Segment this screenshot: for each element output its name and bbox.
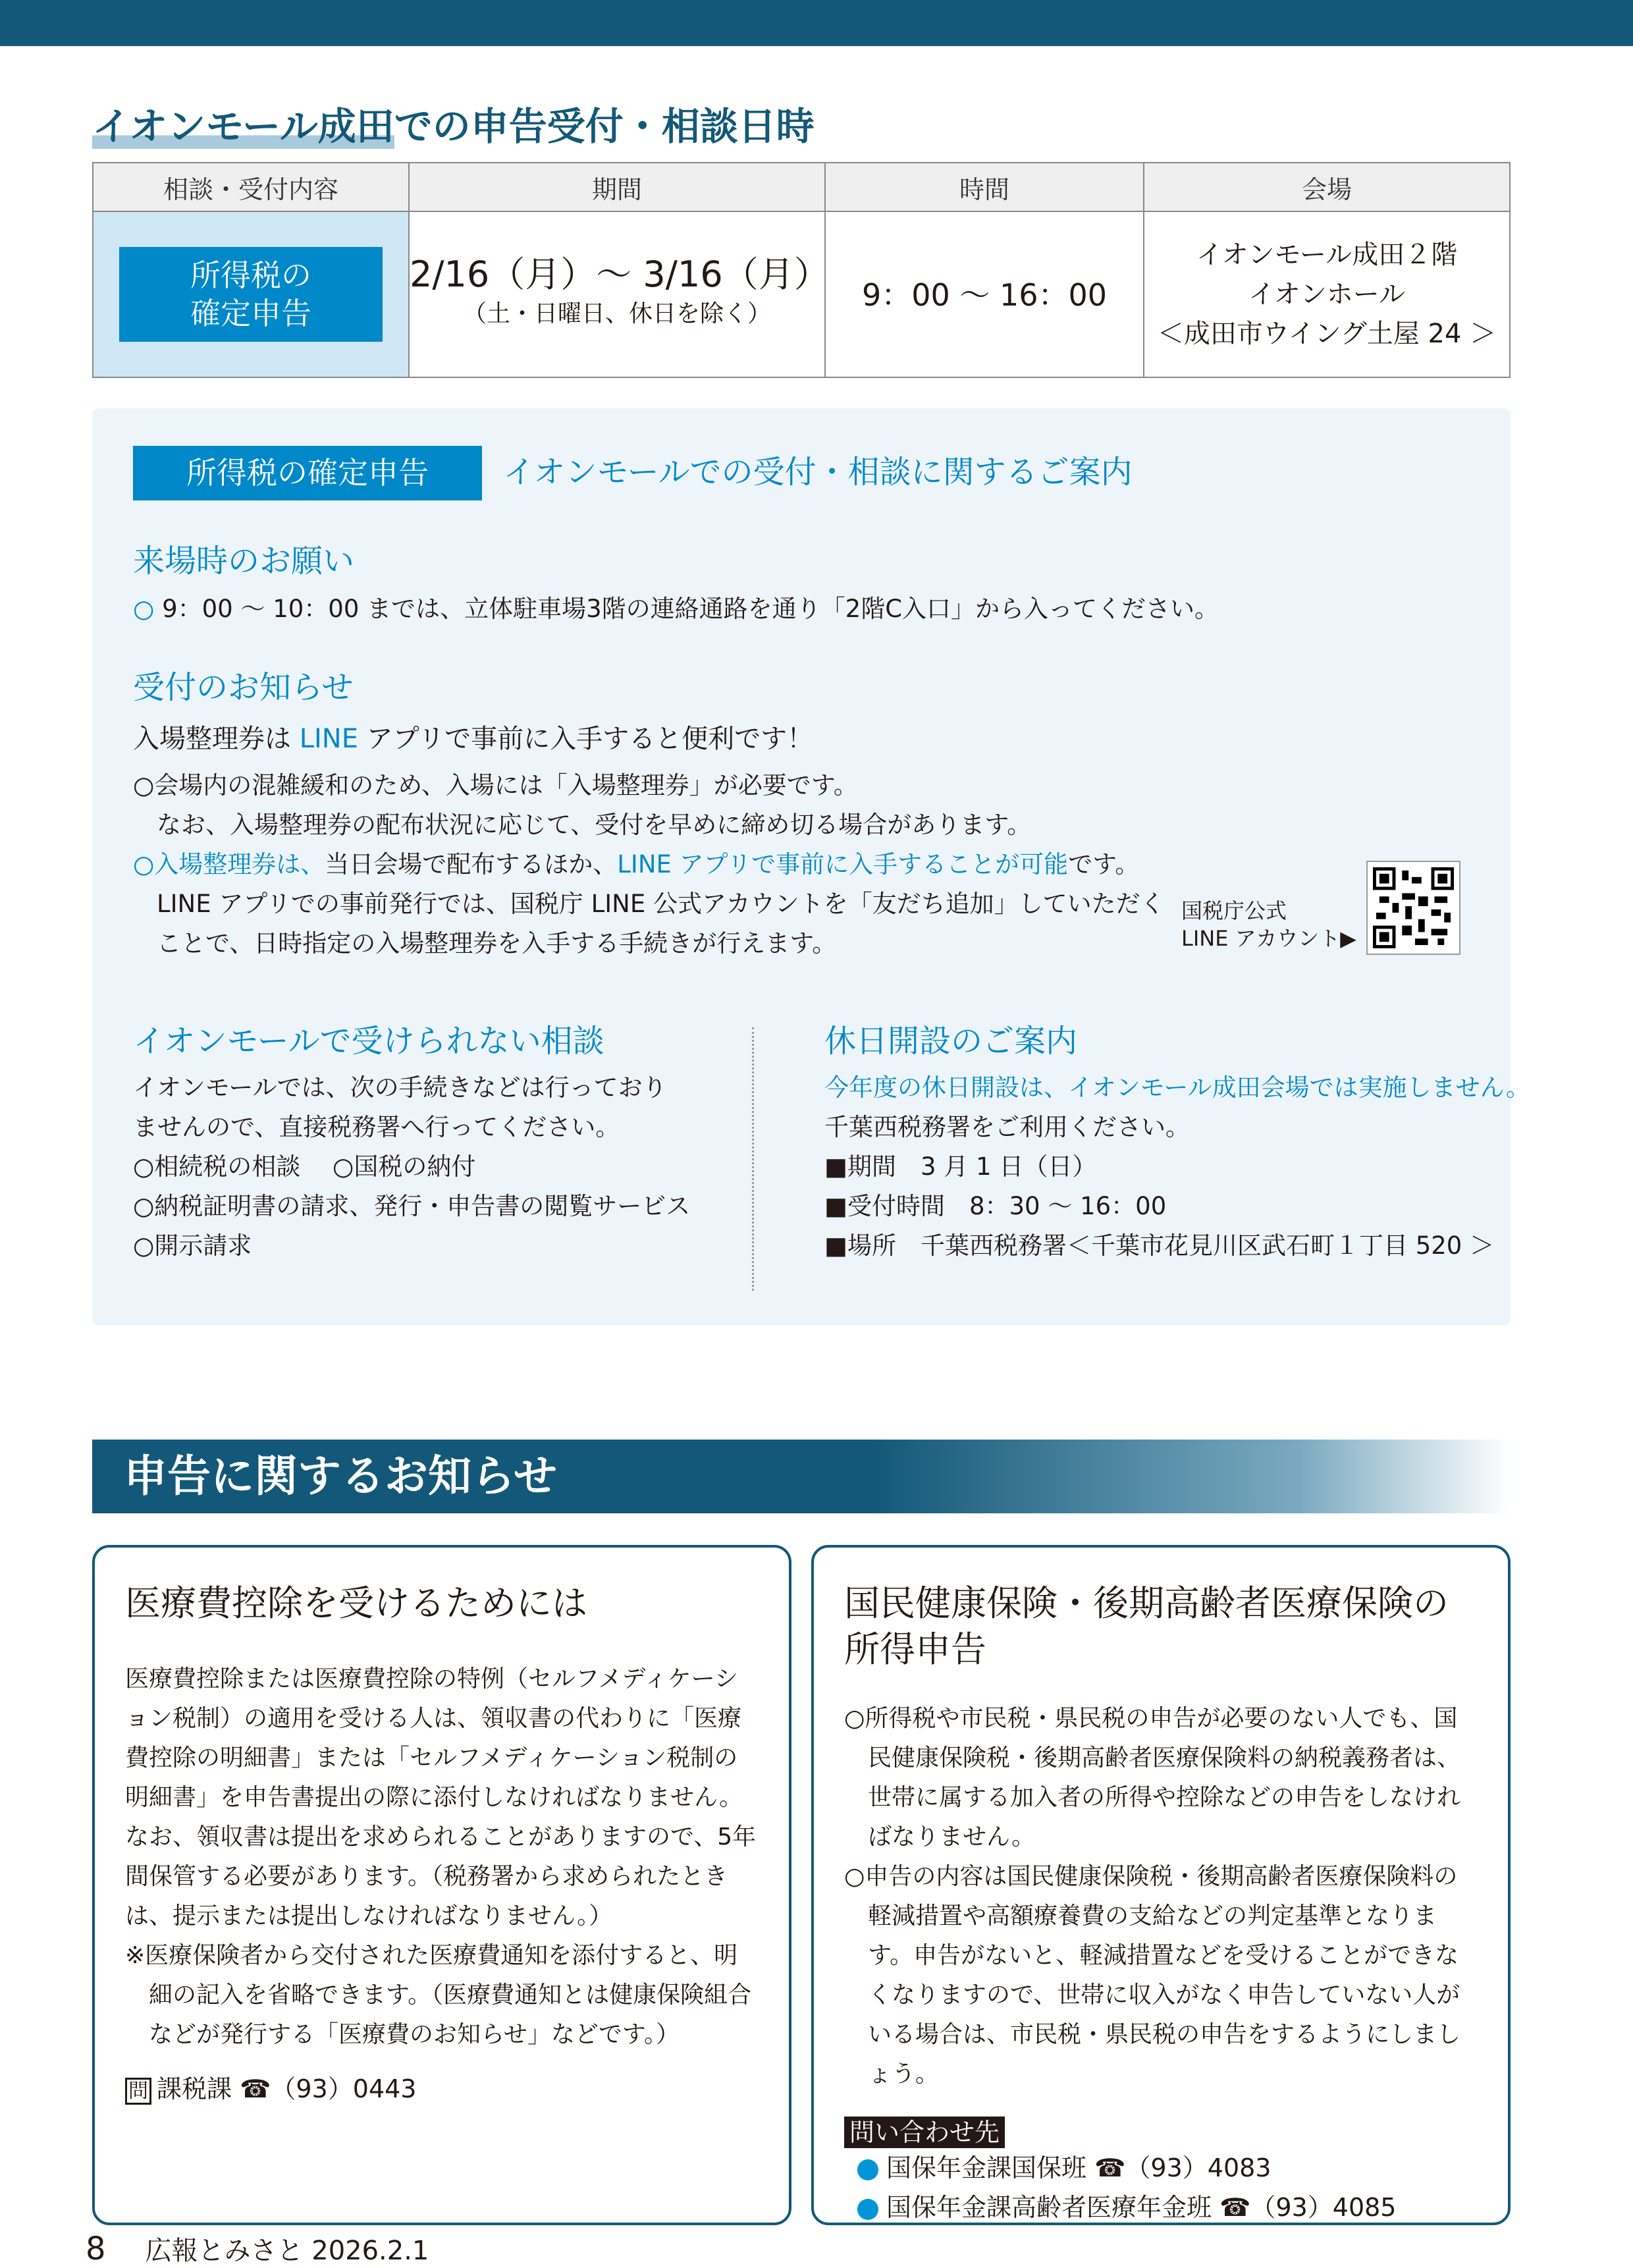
kind-cell (93, 211, 409, 377)
aeon-info-panel (92, 408, 1530, 1326)
inquiry-icon: 問 (125, 2078, 151, 2105)
schedule-table (92, 162, 1511, 378)
holiday-line: ■期間 3 月 1 日（日） (824, 1152, 1097, 1181)
table-header-row (93, 163, 1510, 211)
section-banner: 申告に関するお知らせ (92, 1440, 1511, 1513)
panel-subtitle: イオンモールでの受付・相談に関するご案内 (503, 454, 1133, 491)
card-title (844, 1580, 1478, 1673)
holiday-heading: 休日開設のご案内 (824, 1023, 1078, 1060)
period-main: 2/16（月）～ 3/16（月） (410, 254, 830, 295)
notice-line: ことで、日時指定の入場整理券を入手する手続きが行えます。 (157, 929, 837, 958)
unavailable-line: ○納税証明書の請求、発行・申告書の閲覧サービス (133, 1192, 691, 1220)
unavailable-line: ○開示請求 (133, 1231, 252, 1260)
time-cell (825, 211, 1144, 377)
qr-label-line: 国税庁公式 (1181, 898, 1287, 923)
contact-text: 課税課 ☎（93）0443 (157, 2074, 417, 2103)
header-cell: 時間 (825, 163, 1144, 211)
page-title (92, 95, 815, 151)
unavailable-heading: イオンモールで受けられない相談 (133, 1023, 604, 1060)
contact-text: 国保年金課高齢者医療年金班 ☎（93）4085 (886, 2193, 1397, 2222)
title-rest: での申告受付・相談日時 (394, 104, 815, 149)
lead-line: LINE (299, 724, 358, 754)
period-note: （土・日曜日、休日を除く） (462, 300, 771, 327)
title-highlight: イオンモール成田 (92, 104, 394, 149)
venue-line: イオンホール (1248, 279, 1405, 310)
time-value: 9：00 ～ 16：00 (861, 277, 1108, 313)
card-title: 医療費控除を受けるためには (125, 1582, 587, 1624)
card-paragraph: なお、領収書は提出を求められることがありますので、5年間保管する必要があります。（税務署から求められたときは、提示または提出しなければなりません。） (125, 1823, 757, 1930)
medical-deduction-card (92, 1545, 791, 2225)
header-cell: 会場 (1144, 163, 1510, 211)
card-title-line: 所得申告 (844, 1629, 986, 1670)
bullet-dot-icon (857, 2159, 878, 2180)
visit-heading: 来場時のお願い (133, 543, 355, 580)
visit-text-body: 9：00 ～ 10：00 までは、立体駐車場3階の連絡通路を通り「2階C入口」から入ってください。 (162, 595, 1219, 623)
venue-line: ＜成田市ウイング土屋 24 ＞ (1157, 319, 1497, 349)
top-bar (0, 0, 1633, 46)
notice-blue: LINE アプリで事前に入手することが可能 (617, 850, 1069, 878)
card-paragraph: 医療費控除または医療費控除の特例（セルフメディケーション税制）の適用を受ける人は、領収書の代わりに「医療費控除の明細書」または「セルフメディケーション税制の明細書」を申告書提出の際に添付しなければなりません。 (125, 1665, 743, 1811)
notice-line (133, 845, 1139, 884)
kind-line: 所得税の (190, 257, 311, 293)
holiday-line: 千葉西税務署をご利用ください。 (824, 1113, 1190, 1141)
footer (86, 2230, 429, 2267)
unavailable-line: ○相続税の相談 ○国税の納付 (133, 1152, 476, 1181)
lead-text: アプリで事前に入手すると便利です！ (358, 724, 814, 754)
notice-line: なお、入場整理券の配布状況に応じて、受付を早めに締め切る場合があります。 (157, 811, 1032, 839)
unavailable-list (133, 1068, 690, 1266)
lead-text: 入場整理券は (133, 724, 300, 754)
card-paragraph: ※医療保険者から交付された医療費通知を添付すると、明細の記入を省略できます。（医療費通知とは健康保険組合などが発行する「医療費のお知らせ」などです。） (125, 1942, 752, 2048)
venue-cell (1144, 211, 1510, 377)
column-divider (752, 1027, 754, 1291)
qr-code[interactable] (1366, 861, 1460, 955)
notice-line: ○会場内の混雑緩和のため、入場には「入場整理券」が必要です。 (133, 771, 858, 799)
notice-blue: ○入場整理券は、 (133, 850, 325, 878)
kind-badge (119, 247, 383, 342)
bullet-dot-icon (857, 2199, 878, 2220)
notice-text: です。 (1068, 850, 1140, 878)
qr-label-line: LINE アカウント▶ (1181, 926, 1356, 951)
notice-line: LINE アプリでの事前発行では、国税庁 LINE 公式アカウントを「友だち追加」していただく (157, 890, 1165, 918)
venue-line: イオンモール成田２階 (1196, 240, 1458, 270)
qr-label (1181, 897, 1356, 952)
notice-text: 当日会場で配布するほか、 (325, 850, 618, 878)
card-title-line: 国民健康保険・後期高齢者医療保険の (844, 1582, 1449, 1624)
notice-heading: 受付のお知らせ (133, 669, 354, 706)
kind-line: 確定申告 (190, 296, 311, 331)
inquiry-label: 問い合わせ先 (844, 2117, 1005, 2148)
card-paragraph: ○所得税や市民税・県民税の申告が必要のない人でも、国民健康保険税・後期高齢者医療保険料の納税義務者は、世帯に属する加入者の所得や控除などの申告をしなければなりません。 (844, 1705, 1461, 1850)
header-cell: 相談・受付内容 (93, 163, 409, 211)
contact-line (844, 2188, 1478, 2227)
holiday-line: ■場所 千葉西税務署＜千葉市花見川区武石町１丁目 520 ＞ (824, 1231, 1495, 1260)
header-cell: 期間 (409, 163, 825, 211)
unavailable-line: ませんので、直接税務署へ行ってください。 (133, 1113, 620, 1141)
panel-badge: 所得税の確定申告 (133, 446, 482, 500)
table-row (93, 211, 1510, 377)
card-paragraph: ○申告の内容は国民健康保険税・後期高齢者医療保険料の軽減措置や高額療養費の支給などの判定基準となります。申告がないと、軽減措置などを受けることができなくなりますので、世帯に収入がなく申告していない人がいる場合は、市民税・県民税の申告をするようにしましょう。 (844, 1863, 1461, 2088)
unavailable-line: イオンモールでは、次の手続きなどは行っており (133, 1073, 667, 1102)
contact-text: 国保年金課国保班 ☎（93）4083 (886, 2153, 1272, 2182)
publication-info: 広報とみさと 2026.2.1 (145, 2236, 429, 2266)
notice-lead (133, 719, 813, 759)
contact-line (844, 2148, 1478, 2188)
visit-text (133, 589, 1219, 629)
qr-code-icon (1373, 867, 1454, 948)
circle-bullet: ○ (133, 595, 155, 623)
page-number: 8 (86, 2230, 106, 2267)
holiday-list (824, 1068, 1530, 1266)
holiday-blue-text: 今年度の休日開設は、イオンモール成田会場では実施しません。 (824, 1073, 1530, 1102)
holiday-line: ■受付時間 8：30 ～ 16：00 (824, 1192, 1167, 1220)
period-cell (409, 211, 830, 377)
contact-line (125, 2069, 759, 2111)
health-insurance-card (811, 1545, 1511, 2225)
